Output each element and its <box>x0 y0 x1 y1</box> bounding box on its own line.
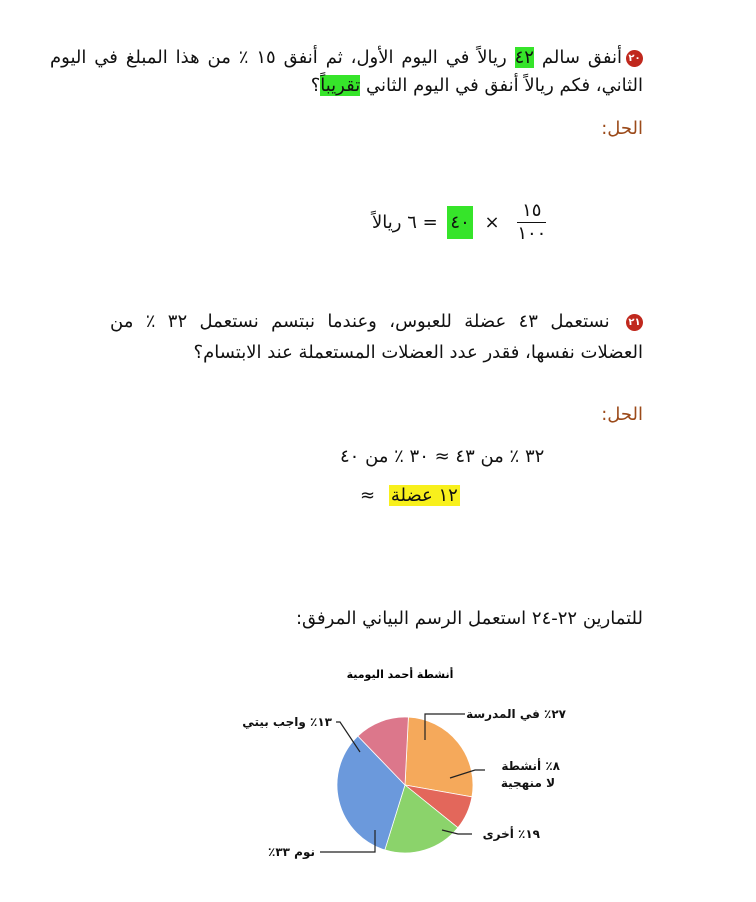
slice-label-extracurricular-1: ٨٪ أنشطة <box>501 759 560 773</box>
problem-number-badge: ٢٠ <box>626 50 643 67</box>
solution-label: الحل: <box>601 118 643 139</box>
fraction-numerator: ١٥ <box>517 200 546 223</box>
answer-highlight: ١٢ عضلة <box>390 485 458 506</box>
fraction <box>517 200 546 245</box>
problem-text-end: ؟ <box>310 75 321 96</box>
chart-title: أنشطة أحمد اليومية <box>346 668 454 681</box>
problem-text: نستعمل ٤٣ عضلة للعبوس، وعندما نبتسم نستعمل ٣٢ ٪ من العضلات نفسها، فقدر عدد العضلات المستعملة عند الابتسام؟ <box>110 311 643 363</box>
problem-number-badge: ٢١ <box>626 314 643 331</box>
times-sign: × <box>484 212 500 233</box>
highlighted-approximately: تقريباً <box>320 75 361 96</box>
exercise-caption: للتمارين ٢٢-٢٤ استعمل الرسم البياني المرفق: <box>295 608 643 629</box>
problem-20 <box>50 44 643 100</box>
equation-21-line2 <box>360 485 460 506</box>
slice-label-extracurricular-2: لا منهجية <box>500 776 555 790</box>
solution-label: الحل: <box>601 404 643 425</box>
problem-21 <box>110 306 643 368</box>
approx-sign: ≈ <box>360 485 376 506</box>
pie-chart <box>210 660 570 870</box>
slice-label-sleep: نوم ٣٣٪ <box>268 845 315 859</box>
slice-label-homework: ١٣٪ واجب بيتي <box>242 715 332 729</box>
fraction-denominator: ١٠٠ <box>517 223 547 244</box>
highlighted-amount: ٤٢ <box>514 47 534 68</box>
problem-text-middle: ريالاً في اليوم الأول، ثم أنفق ١٥ ٪ من هذا المبلغ في اليوم الثاني، فكم ريالاً أنفق في اليوم الثاني <box>50 47 643 96</box>
problem-text-start: أنفق سالم <box>533 47 622 68</box>
pie-slice-school <box>405 717 473 797</box>
equation-20 <box>372 200 552 245</box>
slice-label-school: ٢٧٪ في المدرسة <box>466 707 566 721</box>
equation-result: = ٦ ريالاً <box>372 212 438 233</box>
rounded-value: ٤٠ <box>447 206 472 239</box>
slice-label-other: ١٩٪ أخرى <box>482 827 540 841</box>
equation-21-line1: ٣٢ ٪ من ٤٣ ≈ ٣٠ ٪ من ٤٠ <box>340 446 545 467</box>
